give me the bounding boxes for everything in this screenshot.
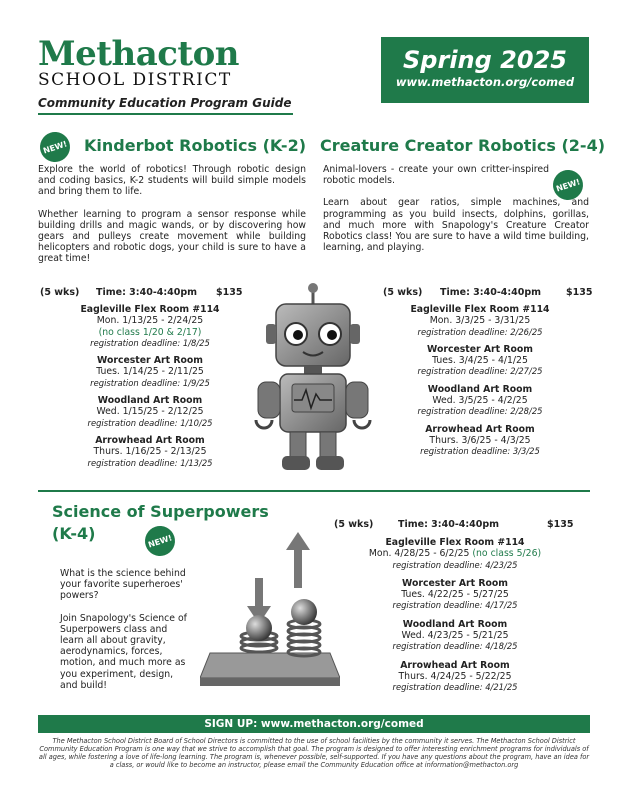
guide-title: Community Education Program Guide [38, 96, 292, 110]
registration-deadline: registration deadline: 4/18/25 [392, 641, 518, 652]
creature-price: $135 [566, 287, 593, 298]
location-room: Woodland Art Room [97, 395, 203, 407]
superpowers-price: $135 [547, 519, 574, 530]
location-dates: Mon. 1/13/25 - 2/24/25 [96, 315, 204, 327]
location-room: Woodland Art Room [427, 383, 533, 395]
creature-weeks: (5 wks) [383, 287, 423, 298]
superpowers-title: Science of Superpowers [52, 502, 269, 521]
registration-deadline: registration deadline: 2/26/25 [417, 326, 543, 337]
new-badge-icon: NEW! [549, 166, 587, 204]
registration-deadline: registration deadline: 2/28/25 [417, 406, 543, 417]
registration-deadline: registration deadline: 1/9/25 [90, 377, 210, 388]
kinderbot-paragraph: Whether learning to program a sensor response while building drills and magic wands, or by discovering how gears and pulleys create movement while building helicopters and robotic dogs, your child is sure to have a great time! [38, 208, 306, 265]
location-block [390, 384, 570, 418]
location-block [390, 344, 570, 378]
kinderbot-paragraph: Explore the world of robotics! Through robotic design and coding basics, K-2 students will build simple models and bring them to life. [38, 164, 306, 198]
creature-locations [390, 304, 570, 458]
location-block [345, 537, 565, 571]
location-block [60, 435, 240, 469]
location-room: Worcester Art Room [97, 355, 203, 367]
creature-paragraph: Learn about gear ratios, simple machines, and programming as you build insects, dolphins, gorillas, and much more with Snapology's Creature Creator Robotics class! You are sure to have a wild time building, learning, and playing. [323, 197, 589, 254]
location-block [60, 355, 240, 389]
season-banner [381, 37, 589, 103]
kinderbot-locations [60, 304, 240, 469]
location-dates: Tues. 4/22/25 - 5/27/25 [401, 589, 509, 601]
location-dates: Wed. 1/15/25 - 2/12/25 [96, 406, 204, 418]
registration-deadline: registration deadline: 4/23/25 [392, 559, 518, 570]
location-dates: Thurs. 3/6/25 - 4/3/25 [429, 434, 531, 446]
creature-title: Creature Creator Robotics (2-4) [320, 136, 606, 155]
creature-description [323, 164, 589, 264]
superpowers-grades: (K-4) [52, 524, 96, 543]
location-room: Arrowhead Art Room [425, 423, 535, 435]
location-room: Eagleville Flex Room #114 [80, 304, 220, 315]
location-room: Arrowhead Art Room [95, 434, 205, 446]
robot-illustration [248, 282, 378, 478]
location-block [60, 395, 240, 429]
section-divider [38, 490, 590, 492]
district-logo-subtitle: SCHOOL DISTRICT [38, 70, 232, 90]
kinderbot-weeks: (5 wks) [40, 287, 80, 298]
kinderbot-price: $135 [216, 287, 243, 298]
location-block [345, 660, 565, 694]
location-dates: Thurs. 4/24/25 - 5/22/25 [398, 670, 512, 682]
location-note: (no class 1/20 & 2/17) [98, 326, 202, 338]
new-badge-icon: NEW! [36, 128, 74, 166]
superpowers-paragraph: Join Snapology's Science of Superpowers class and learn all about gravity, aerodynamics, forces, motion, and much more as you experiment, design, and build! [60, 612, 187, 691]
superpowers-description [60, 568, 190, 702]
season-title: Spring 2025 [403, 46, 567, 74]
kinderbot-time: Time: 3:40-4:40pm [96, 287, 198, 298]
location-dates: Thurs. 1/16/25 - 2/13/25 [93, 446, 207, 458]
superpowers-locations [345, 537, 565, 694]
creature-paragraph: Animal-lovers - create your own critter-inspired robotic models. [323, 164, 549, 187]
creature-time: Time: 3:40-4:40pm [440, 287, 542, 298]
location-dates: Tues. 1/14/25 - 2/11/25 [96, 366, 204, 378]
location-block [390, 424, 570, 458]
season-url[interactable]: www.methacton.org/comed [395, 75, 575, 89]
kinderbot-title: Kinderbot Robotics (K-2) [84, 136, 307, 155]
physics-illustration [200, 528, 340, 690]
superpowers-weeks: (5 wks) [334, 519, 374, 530]
location-room: Eagleville Flex Room #114 [410, 304, 550, 315]
header-rule [38, 113, 293, 115]
footer-disclaimer: The Methacton School District Board of School Directors is committed to the use of school facilities by the community it serves. The Methacton School District Community Education Program is one way that we strive to accomplish that goal. The program is designed to offer interesting enrichment programs for individuals of all ages, while fostering a love of life-long learning. The program is, whenever possible, self-supported. If you have any questions about the program, have an idea for a class, or would like to become an instructor, please email the Community Education office at information@methacton.org [38, 737, 590, 769]
kinderbot-description [38, 164, 306, 276]
location-block [345, 578, 565, 612]
location-dates: Wed. 4/23/25 - 5/21/25 [401, 630, 509, 642]
superpowers-time: Time: 3:40-4:40pm [398, 519, 500, 530]
location-dates: Tues. 3/4/25 - 4/1/25 [432, 355, 528, 367]
signup-banner[interactable]: SIGN UP: www.methacton.org/comed [38, 715, 590, 733]
location-room: Arrowhead Art Room [400, 659, 510, 671]
location-room: Worcester Art Room [402, 577, 508, 589]
location-room: Woodland Art Room [402, 618, 508, 630]
location-block [390, 304, 570, 338]
registration-deadline: registration deadline: 1/10/25 [87, 417, 213, 428]
registration-deadline: registration deadline: 4/17/25 [392, 600, 518, 611]
location-room: Eagleville Flex Room #114 [385, 537, 525, 548]
location-dates: Wed. 3/5/25 - 4/2/25 [432, 395, 528, 407]
registration-deadline: registration deadline: 3/3/25 [420, 446, 540, 457]
registration-deadline: registration deadline: 4/21/25 [392, 682, 518, 693]
location-dates: Mon. 4/28/25 - 6/2/25 [368, 548, 470, 560]
district-logo-name: Methacton [38, 34, 240, 74]
registration-deadline: registration deadline: 1/8/25 [90, 337, 210, 348]
location-note: (no class 5/26) [472, 548, 542, 560]
superpowers-paragraph: What is the science behind your favorite superheroes' powers? [60, 568, 186, 602]
location-block [60, 304, 240, 349]
location-block [345, 619, 565, 653]
location-dates: Mon. 3/3/25 - 3/31/25 [429, 315, 531, 327]
new-badge-icon: NEW! [141, 522, 179, 560]
registration-deadline: registration deadline: 2/27/25 [417, 366, 543, 377]
registration-deadline: registration deadline: 1/13/25 [87, 457, 213, 468]
location-dates-line [345, 548, 565, 559]
location-room: Worcester Art Room [427, 343, 533, 355]
